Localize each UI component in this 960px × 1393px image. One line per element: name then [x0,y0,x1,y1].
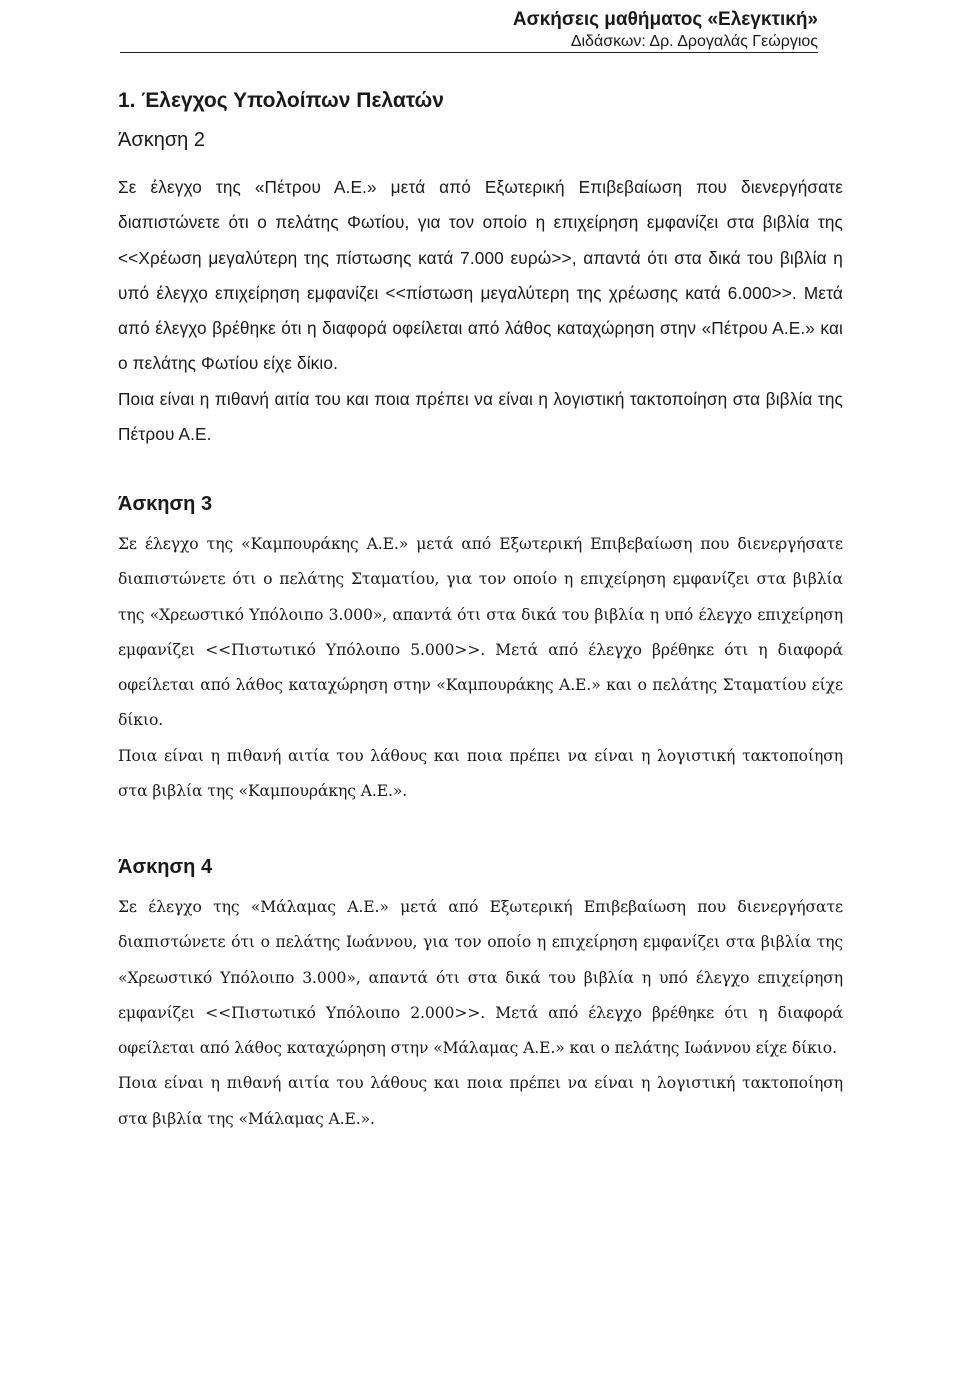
exercise-title: Άσκηση 4 [118,856,213,878]
exercise-title: Άσκηση 2 [118,129,205,151]
exercise-body: Σε έλεγχο της «Καμπουράκης Α.Ε.» μετά από Εξωτερική Επιβεβαίωση που διενεργήσατε διαπιστώνετε ότι ο πελάτης Σταματίου, για τον οποίο η επιχείρηση εμφανίζει στα βιβλία της «Χρεωστικό Υπόλοιπο 3.000», απαντά ότι στα δικά του βιβλία η υπό έλεγχο επιχείρηση εμφανίζει <<Πιστωτικό Υπόλοιπο 5.000>>. Μετά από έλεγχο βρέθηκε ότι η διαφορά οφείλεται από λάθος καταχώρηση στην «Καμπουράκης Α.Ε.» και ο πελάτης Σταματίου είχε δίκιο. [118,535,843,730]
exercise-body: Σε έλεγχο της «Μάλαμας Α.Ε.» μετά από Εξωτερική Επιβεβαίωση που διενεργήσατε διαπιστώνετε ότι ο πελάτης Ιωάννου, για τον οποίο η επιχείρηση εμφανίζει στα βιβλία της «Χρεωστικό Υπόλοιπο 3.000», απαντά ότι στα δικά του βιβλία η υπό έλεγχο επιχείρηση εμφανίζει <<Πιστωτικό Υπόλοιπο 2.000>>. Μετά από έλεγχο βρέθηκε ότι η διαφορά οφείλεται από λάθος καταχώρηση στην «Μάλαμας Α.Ε.» και ο πελάτης Ιωάννου είχε δίκιο. [118,898,843,1058]
exercise-question: Ποια είναι η πιθανή αιτία του λάθους και ποια πρέπει να είναι η λογιστική τακτοποίηση στα βιβλία της «Καμπουράκης Α.Ε.». [118,746,843,801]
section-title: 1. Έλεγχος Υπολοίπων Πελατών [118,89,444,112]
instructor-line: Διδάσκων: Δρ. Δρογαλάς Γεώργιος [570,33,818,50]
exercise-4 [118,851,843,1137]
course-title: Ασκήσεις μαθήματος «Ελεγκτική» [512,9,818,30]
exercise-2 [118,124,843,452]
exercise-question: Ποια είναι η πιθανή αιτία του λάθους και ποια πρέπει να είναι η λογιστική τακτοποίηση στα βιβλία της «Μάλαμας Α.Ε.». [118,1074,843,1128]
exercise-question: Ποια είναι η πιθανή αιτία του και ποια πρέπει να είναι η λογιστική τακτοποίηση στα βιβλία της Πέτρου Α.Ε. [118,388,843,445]
header-divider [120,52,818,53]
page-header [118,8,818,52]
exercise-title: Άσκηση 3 [118,493,213,515]
exercise-body: Σε έλεγχο της «Πέτρου Α.Ε.» μετά από Εξωτερική Επιβεβαίωση που διενεργήσατε διαπιστώνετε ότι ο πελάτης Φωτίου, για τον οποίο η επιχείρηση εμφανίζει στα βιβλία της <<Χρέωση μεγαλύτερη της πίστωσης κατά 7.000 ευρώ>>, απαντά ότι στα δικά του βιβλία η υπό έλεγχο επιχείρηση εμφανίζει <<πίστωση μεγαλύτερη της χρέωσης κατά 6.000>>. Μετά από έλεγχο βρέθηκε ότι η διαφορά οφείλεται από λάθος καταχώρηση στην «Πέτρου Α.Ε.» και ο πελάτης Φωτίου είχε δίκιο. [118,177,843,374]
exercise-3 [118,488,843,809]
